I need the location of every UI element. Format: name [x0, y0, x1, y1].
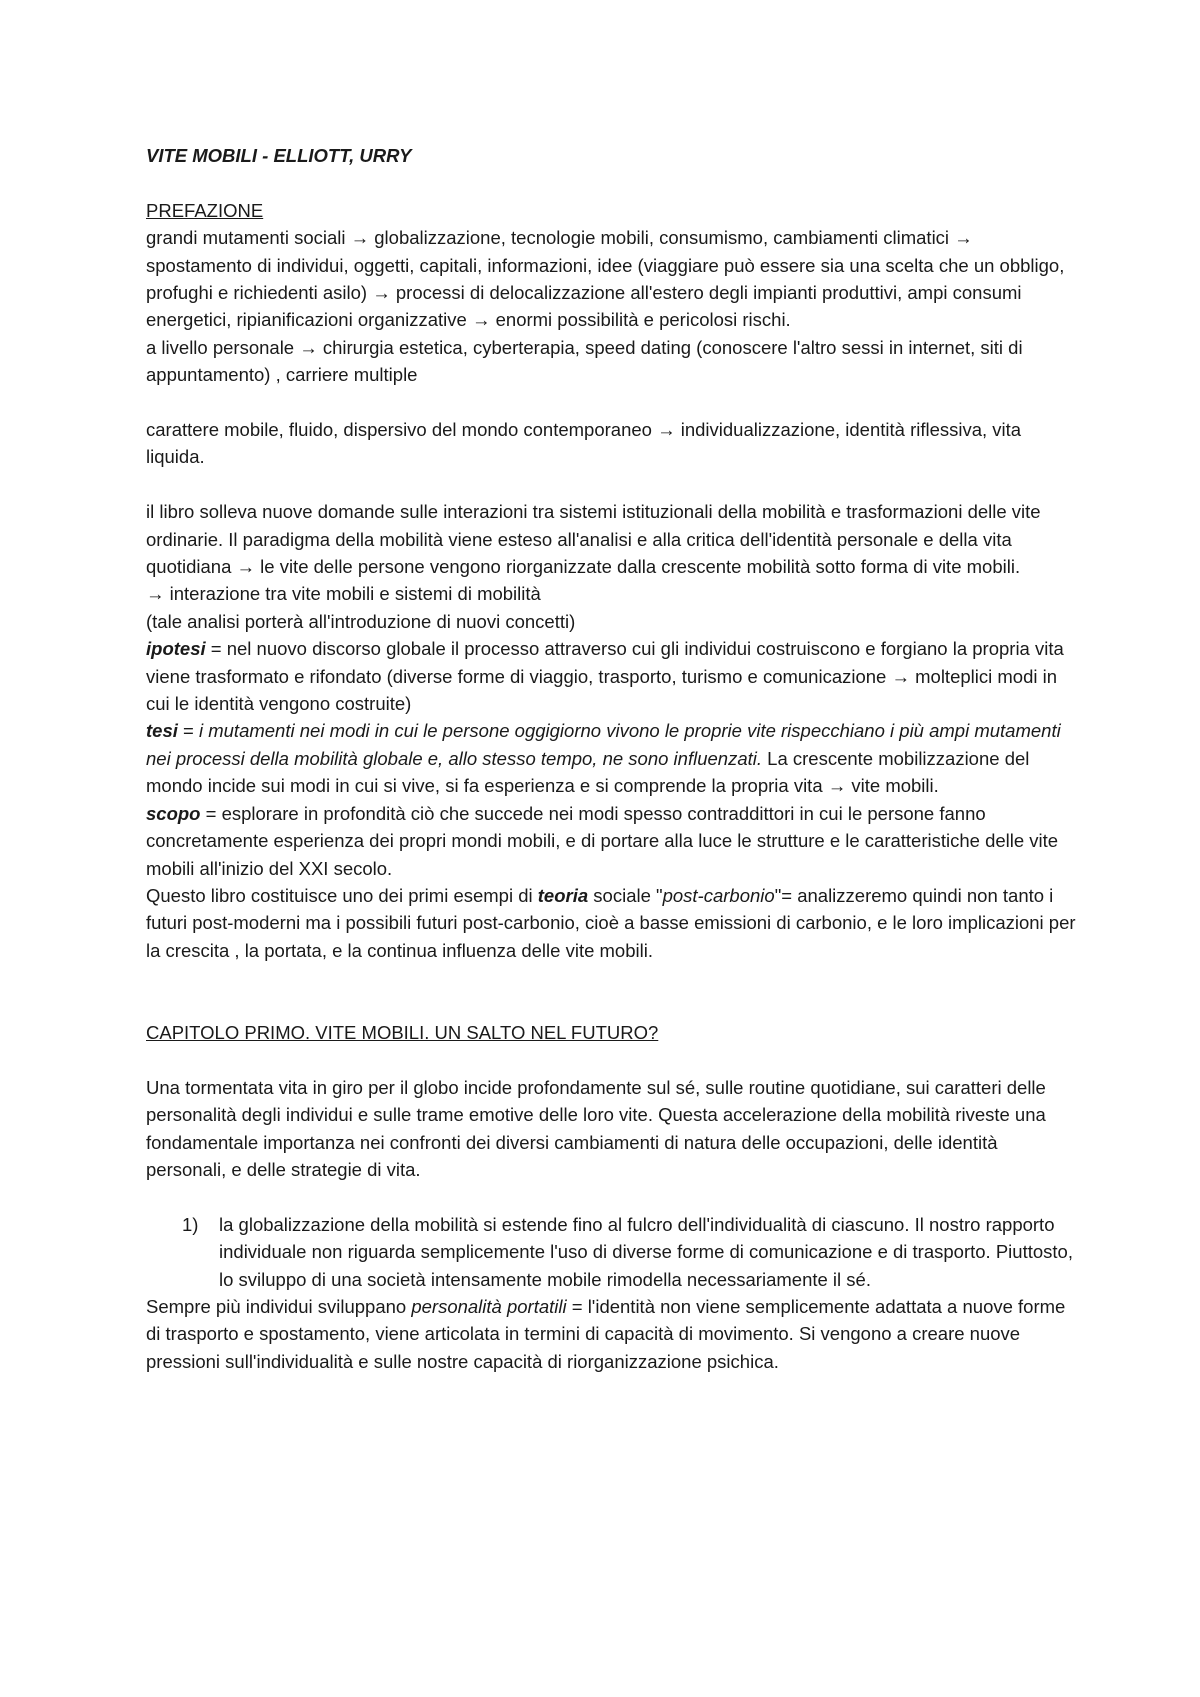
- paragraph-ipotesi: [146, 635, 1076, 717]
- paragraph-livello-personale: a livello personale → chirurgia estetica, cyberterapia, speed dating (conoscere l'altro sessi in internet, siti di appuntamento) , carriere multiple: [146, 336, 1023, 386]
- tesi-eq: =: [177, 720, 199, 742]
- paragraph-analisi: (tale analisi porterà all'introduzione di nuovi concetti): [146, 610, 576, 632]
- spacer: [146, 1046, 1076, 1073]
- scopo-text: = esplorare in profondità ciò che succede nei modi spesso contraddittori in cui le persone fanno concretamente esperienza dei propri mondi mobili, e di portare alla luce le strutture e le caratteristiche delle vite mobili all'inizio del XXI secolo.: [146, 802, 1059, 879]
- spacer: [146, 471, 1076, 498]
- document-page: [146, 142, 1076, 1375]
- post-carbonio-term: post-carbonio: [662, 884, 775, 906]
- paragraph-tormentata-vita: Una tormentata vita in giro per il globo incide profondamente sul sé, sulle routine quotidiane, sui caratteri delle personalità degli individui e sulle trame emotive delle loro vite. Questa accelerazione della mobilità riveste una fondamentale importanza nei confronti dei diversi cambiamenti di natura delle occupazioni, delle identità personali, e delle strategie di vita.: [146, 1076, 1046, 1180]
- teoria-label: teoria: [537, 884, 589, 906]
- questo-text-a: Questo libro costituisce uno dei primi esempi di: [146, 884, 538, 906]
- scopo-label: scopo: [146, 802, 201, 824]
- paragraph-mutamenti: grandi mutamenti sociali → globalizzazione, tecnologie mobili, consumismo, cambiamenti climatici → spostamento di individui, oggetti, capitali, informazioni, idee (viaggiare può essere sia una scelta che un obbligo, profughi e richiedenti asilo) → processi di delocalizzazione all'estero degli impianti produttivi, ampi consumi energetici, ripianificazioni organizzative → enormi possibilità e pericolosi rischi.: [146, 227, 1065, 331]
- list-item: [146, 1211, 1076, 1293]
- personalita-text-a: Sempre più individui sviluppano: [146, 1295, 412, 1317]
- chapter-heading: CAPITOLO PRIMO. VITE MOBILI. UN SALTO NEL FUTURO?: [146, 1021, 659, 1043]
- questo-text-b: sociale ": [588, 884, 663, 906]
- paragraph-personalita: [146, 1293, 1076, 1375]
- spacer: [146, 964, 1076, 1019]
- spacer: [146, 389, 1076, 416]
- paragraph-libro: il libro solleva nuove domande sulle interazioni tra sistemi istituzionali della mobilità e trasformazioni delle vite ordinarie. Il paradigma della mobilità viene esteso all'analisi e alla critica dell'identità personale e della vita quotidiana → le vite delle persone vengono riorganizzate dalla crescente mobilità sotto forma di vite mobili.: [146, 501, 1041, 578]
- paragraph-interazione: → interazione tra vite mobili e sistemi di mobilità: [146, 583, 541, 605]
- ipotesi-label: ipotesi: [146, 638, 206, 660]
- paragraph-questo-libro: [146, 882, 1076, 964]
- paragraph-tesi: [146, 717, 1076, 799]
- tesi-label: tesi: [146, 720, 178, 742]
- paragraph-carattere-mobile: carattere mobile, fluido, dispersivo del mondo contemporaneo → individualizzazione, identità riflessiva, vita liquida.: [146, 419, 1022, 468]
- paragraph-scopo: [146, 800, 1076, 882]
- section-heading-prefazione: PREFAZIONE: [146, 199, 264, 221]
- tesi-italic-text: i mutamenti nei modi in cui le persone oggigiorno vivono le proprie vite rispecchiano i più ampi mutamenti nei processi della mobilità globale e, allo stesso tempo, ne sono influenzati.: [146, 720, 1061, 769]
- document-title: VITE MOBILI - ELLIOTT, URRY: [146, 145, 412, 166]
- list-item-text: la globalizzazione della mobilità si estende fino al fulcro dell'individualità di ciascuno. Il nostro rapporto individuale non riguarda semplicemente l'uso di diverse forme di comunicazione e di trasporto. Piuttosto, lo sviluppo di una società intensamente mobile rimodella necessariamente il sé.: [219, 1213, 1073, 1290]
- numbered-list: [146, 1211, 1076, 1293]
- personalita-term: personalità portatili: [411, 1295, 567, 1317]
- personalita-text-b: = l'identità non viene semplicemente adattata a nuove forme di trasporto e spostamento, viene articolata in termini di capacità di movimento. Si vengono a creare nuove pressioni sull'individualità e sulle nostre capacità di riorganizzazione psichica.: [146, 1295, 1066, 1372]
- spacer: [146, 169, 1076, 196]
- questo-text-c: "= analizzeremo quindi non tanto i futuri post-moderni ma i possibili futuri post-carbonio, cioè a basse emissioni di carbonio, e le loro implicazioni per la crescita , la portata, e la continua influenza delle vite mobili.: [146, 884, 1076, 961]
- spacer: [146, 1183, 1076, 1210]
- ipotesi-text: = nel nuovo discorso globale il processo attraverso cui gli individui costruiscono e forgiano la propria vita viene trasformato e rifondato (diverse forme di viaggio, trasporto, turismo e comunicazione → molteplici modi in cui le identità vengono costruite): [146, 638, 1064, 715]
- list-item-number: 1): [182, 1213, 199, 1235]
- tesi-rest: La crescente mobilizzazione del mondo incide sui modi in cui si vive, si fa esperienza e si comprende la propria vita → vite mobili.: [146, 747, 1030, 797]
